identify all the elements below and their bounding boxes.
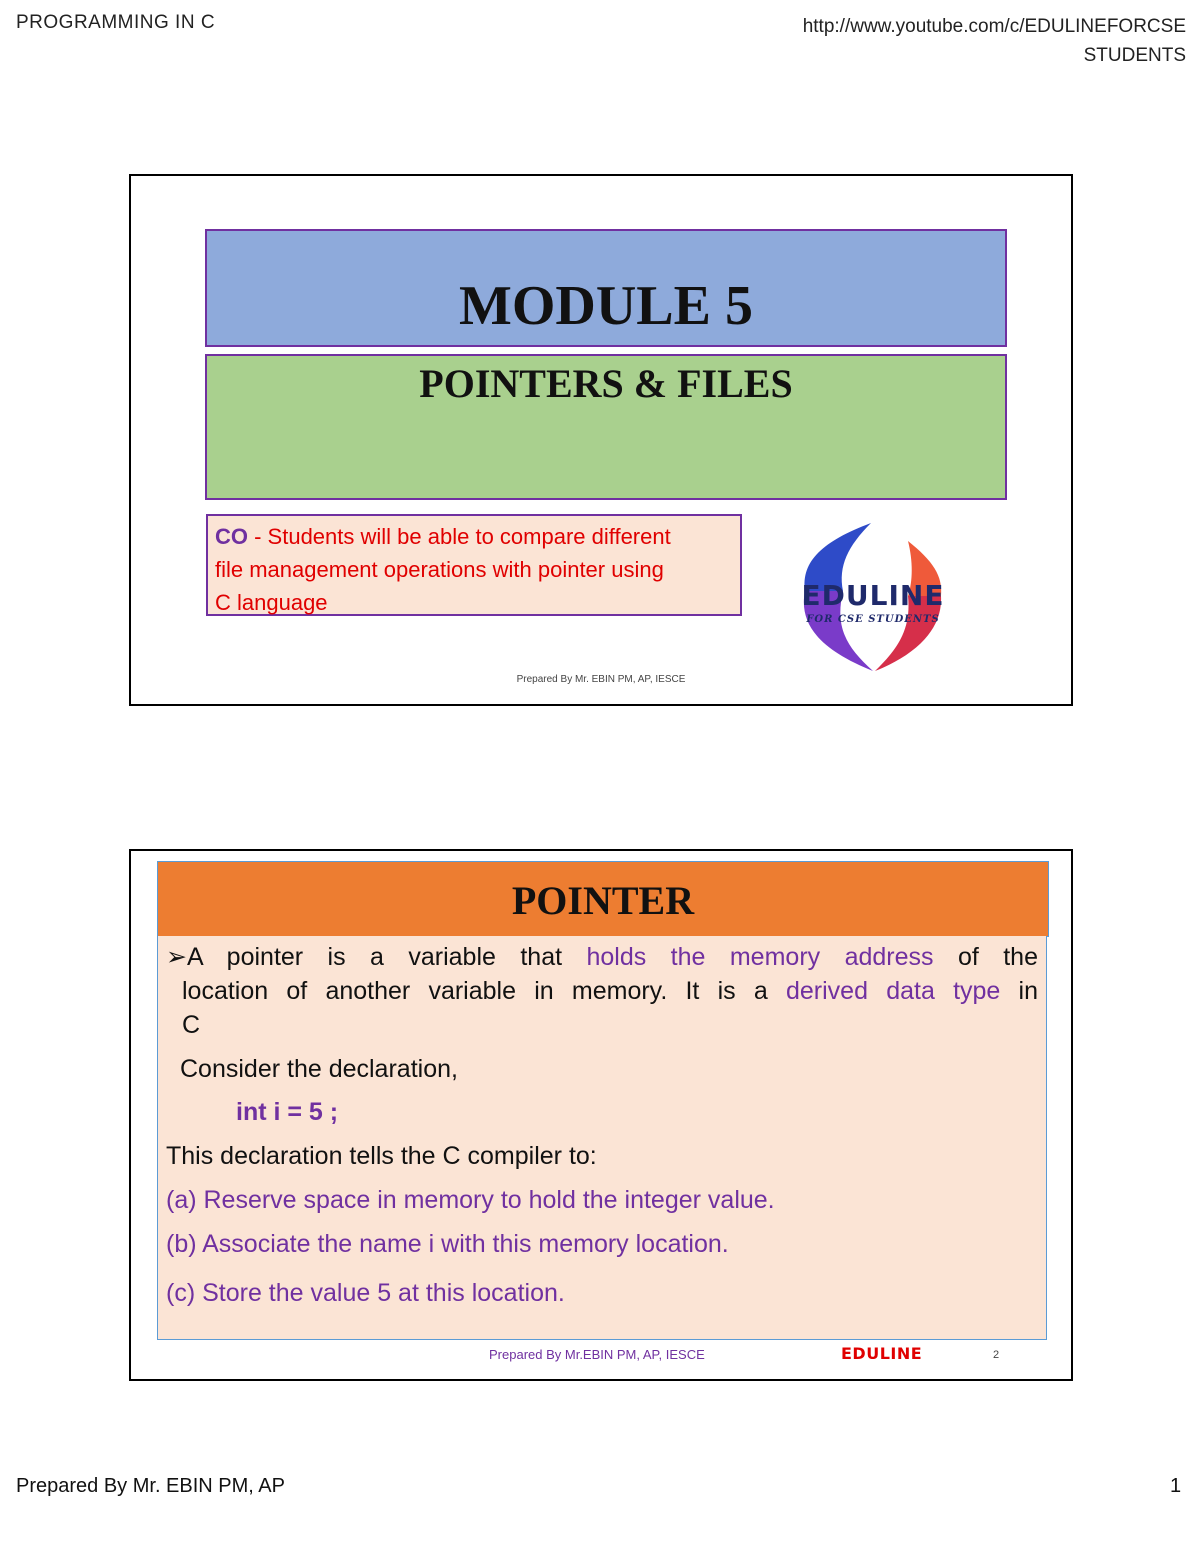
step-a: (a) Reserve space in memory to hold the integer value. xyxy=(166,1186,775,1214)
bullet-arrow-icon: ➢ xyxy=(166,943,187,971)
step-b: (b) Associate the name i with this memory location. xyxy=(166,1230,729,1258)
co-line-1 xyxy=(215,520,733,553)
definition-text-2c: in xyxy=(1018,977,1039,1005)
page-header-url xyxy=(626,12,1186,70)
consider-text: Consider the declaration, xyxy=(180,1055,458,1083)
page-header-course: PROGRAMMING IN C xyxy=(16,12,216,33)
definition-line-1 xyxy=(166,940,1038,974)
course-outcome-box xyxy=(206,514,742,616)
slide-credit: Prepared By Mr. EBIN PM, AP, IESCE xyxy=(516,674,686,685)
logo-tagline: FOR CSE STUDENTS xyxy=(806,614,940,625)
definition-text-2a: location of another variable in memory. It is a xyxy=(182,977,768,1005)
co-line-3: C language xyxy=(215,590,328,615)
step-c: (c) Store the value 5 at this location. xyxy=(166,1279,565,1307)
definition-line-2 xyxy=(166,974,1038,1008)
co-text-1: - Students will be able to compare different xyxy=(248,524,671,549)
definition-text-1a: A pointer is a variable that xyxy=(186,943,563,971)
slide-number: 2 xyxy=(993,1349,1000,1361)
header-url-line1: http://www.youtube.com/c/EDULINEFORCSE xyxy=(802,16,1186,37)
module-subtitle: POINTERS & FILES xyxy=(205,354,1007,500)
slide-module-title xyxy=(129,174,1073,706)
module-title: MODULE 5 xyxy=(205,229,1007,347)
logo-wordmark: EDULINE xyxy=(801,579,945,612)
definition-highlight-2: derived data type xyxy=(785,977,1001,1005)
compiler-tells-text: This declaration tells the C compiler to: xyxy=(166,1142,597,1170)
header-url-line2: STUDENTS xyxy=(1083,45,1186,66)
slide-footer-credit: Prepared By Mr.EBIN PM, AP, IESCE xyxy=(489,1347,705,1362)
definition-line-3: C xyxy=(182,1011,201,1039)
slide-pointer xyxy=(129,849,1073,1381)
definition-highlight-1: holds the memory address xyxy=(586,943,934,971)
pointer-body xyxy=(157,936,1047,1340)
co-line-2: file management operations with pointer using xyxy=(215,557,664,582)
eduline-logo xyxy=(783,521,963,673)
slide-footer-brand: EDULINE xyxy=(841,1344,923,1363)
pointer-heading: POINTER xyxy=(157,861,1049,937)
page-footer-author: Prepared By Mr. EBIN PM, AP xyxy=(16,1475,285,1497)
page-number: 1 xyxy=(1170,1475,1182,1497)
definition-text-1c: of the xyxy=(957,943,1038,971)
code-declaration: int i = 5 ; xyxy=(236,1098,339,1126)
co-label: CO xyxy=(215,524,248,549)
